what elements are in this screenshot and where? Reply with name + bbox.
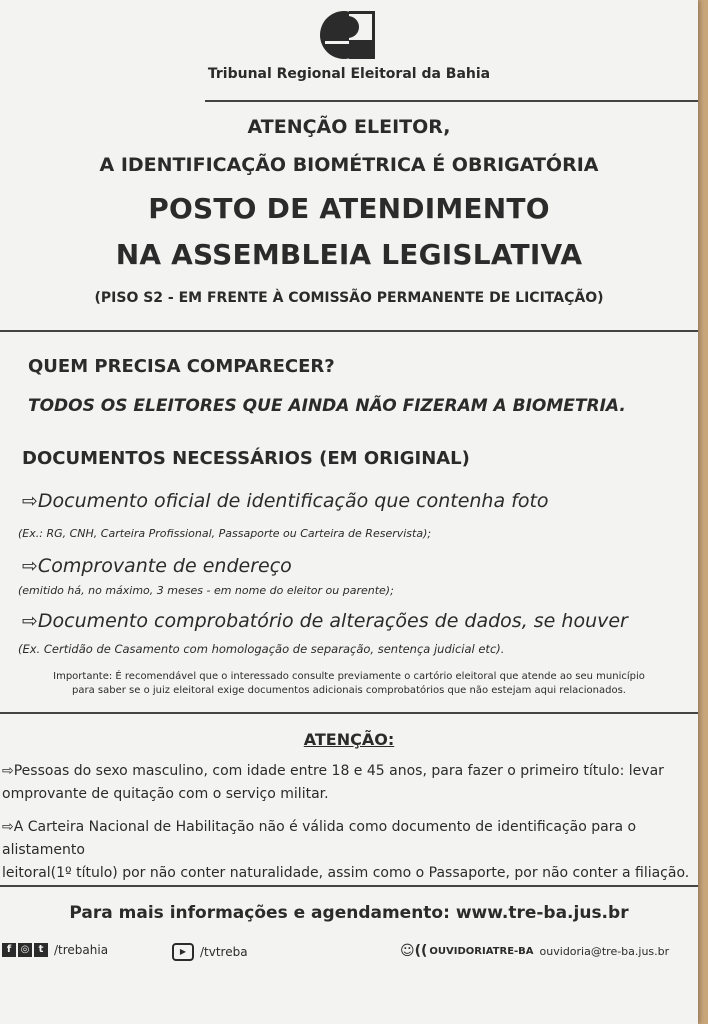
who-answer: TODOS OS ELEITORES QUE AINDA NÃO FIZERAM A BIOMETRIA. bbox=[28, 396, 626, 416]
ouvidoria-label: OUVIDORIATRE-BA bbox=[429, 945, 534, 957]
important-note-line-2: para saber se o juiz eleitoral exige documentos adicionais comprobatórios que não estejam aqui relacionados. bbox=[72, 685, 626, 696]
document-item-2 bbox=[22, 555, 292, 577]
attention-item-2-line-2: leitoral(1º título) por não conter naturalidade, assim como o Passaporte, por não conter a filiação. bbox=[2, 865, 690, 881]
arrow-right-icon: ⇨ bbox=[2, 819, 14, 835]
important-note bbox=[0, 670, 698, 698]
document-item-1-label: Documento oficial de identificação que contenha foto bbox=[37, 490, 549, 512]
arrow-right-icon: ⇨ bbox=[22, 490, 38, 512]
document-item-3-label: Documento comprobatório de alterações de dados, se houver bbox=[37, 610, 628, 632]
org-name: Tribunal Regional Eleitoral da Bahia bbox=[207, 66, 491, 82]
attention-title: ATENÇÃO: bbox=[303, 730, 395, 749]
title-divider bbox=[0, 330, 698, 332]
attention-item-2 bbox=[2, 816, 690, 885]
attention-item-1-line-1: Pessoas do sexo masculino, com idade entre 18 e 45 anos, para fazer o primeiro título: levar bbox=[13, 763, 664, 779]
title-line-2: A IDENTIFICAÇÃO BIOMÉTRICA É OBRIGATÓRIA bbox=[99, 154, 599, 176]
youtube-icon: ▶ bbox=[172, 943, 194, 961]
social-handle: /trebahia bbox=[54, 943, 109, 957]
facebook-icon: f bbox=[2, 943, 16, 957]
attention-item-2-line-1: A Carteira Nacional de Habilitação não é válida como documento de identificação para o alistamento bbox=[2, 819, 637, 858]
arrow-right-icon: ⇨ bbox=[2, 763, 14, 779]
attention-item-1-line-2: omprovante de quitação com o serviço militar. bbox=[2, 786, 329, 802]
attention-item-1 bbox=[2, 760, 690, 806]
document-item-2-label: Comprovante de endereço bbox=[37, 555, 292, 577]
document-item-2-note: (emitido há, no máximo, 3 meses - em nome do eleitor ou parente); bbox=[18, 584, 394, 597]
document-item-1-note: (Ex.: RG, CNH, Carteira Profissional, Passaporte ou Carteira de Reservista); bbox=[18, 527, 432, 540]
title-line-3: POSTO DE ATENDIMENTO bbox=[148, 192, 550, 225]
title-location: (PISO S2 - EM FRENTE À COMISSÃO PERMANENTE DE LICITAÇÃO) bbox=[94, 290, 604, 306]
document-item-3 bbox=[22, 610, 628, 632]
tre-logo-icon bbox=[319, 8, 377, 62]
youtube-link bbox=[172, 943, 248, 961]
who-question: QUEM PRECISA COMPARECER? bbox=[28, 356, 335, 377]
document-item-1 bbox=[22, 490, 549, 512]
more-info: Para mais informações e agendamento: www.tre-ba.jus.br bbox=[69, 903, 629, 923]
social-links bbox=[2, 943, 108, 957]
documents-divider bbox=[0, 712, 698, 714]
ouvidoria-contact bbox=[400, 943, 669, 959]
documents-heading: DOCUMENTOS NECESSÁRIOS (EM ORIGINAL) bbox=[22, 448, 470, 469]
important-note-line-1: Importante: É recomendável que o interessado consulte previamente o cartório eleitoral que atende ao seu município bbox=[53, 671, 645, 682]
twitter-icon: t bbox=[34, 943, 48, 957]
attention-divider bbox=[0, 885, 698, 887]
instagram-icon: ◎ bbox=[18, 943, 32, 957]
ouvidoria-icon: ☺(( bbox=[400, 943, 428, 959]
arrow-right-icon: ⇨ bbox=[22, 610, 38, 632]
title-line-4: NA ASSEMBLEIA LEGISLATIVA bbox=[115, 238, 583, 271]
title-line-1: ATENÇÃO ELEITOR, bbox=[247, 116, 451, 138]
arrow-right-icon: ⇨ bbox=[22, 555, 38, 577]
header-divider bbox=[205, 100, 698, 102]
document-item-3-note: (Ex. Certidão de Casamento com homologação de separação, sentença judicial etc). bbox=[18, 642, 505, 656]
ouvidoria-email: ouvidoria@tre-ba.jus.br bbox=[539, 944, 670, 958]
youtube-handle: /tvtreba bbox=[200, 945, 248, 959]
